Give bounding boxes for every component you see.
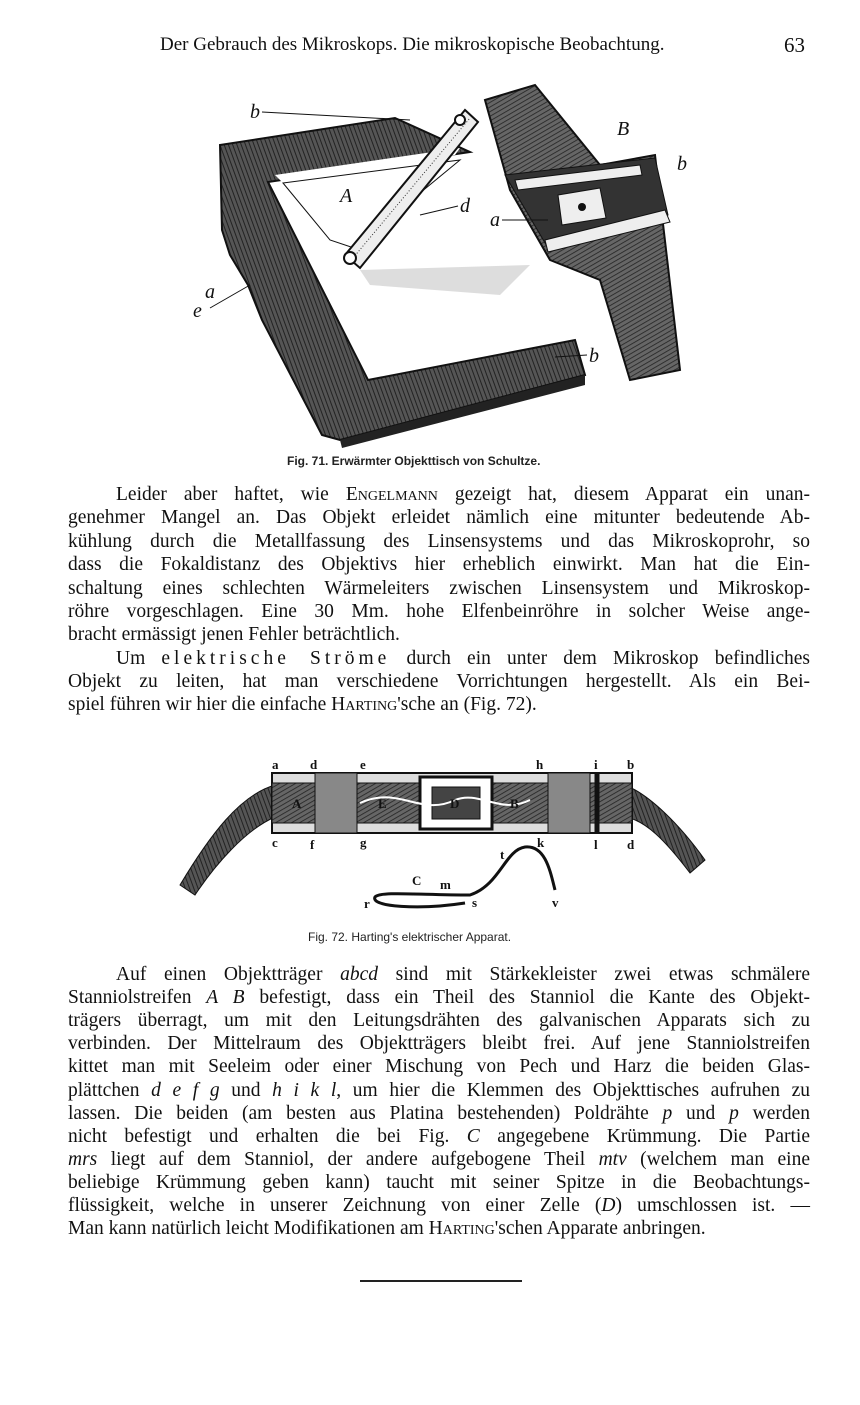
- text-line: [68, 693, 810, 716]
- text-run: befestigt, dass ein Theil des Stanniol die Kante des Objekt-: [244, 987, 810, 1009]
- running-title: Der Gebrauch des Mikroskops. Die mikroskopische Beobachtung.: [160, 34, 665, 55]
- text-line: [68, 600, 810, 623]
- text-run: sind mit Stärkekleister zwei etwas schmälere: [378, 964, 811, 985]
- italic-symbol: mrs: [68, 1148, 98, 1170]
- italic-symbol: abcd: [340, 964, 379, 985]
- author-name: Engelmann: [345, 484, 438, 505]
- text-run: beliebige Krümmung geben kann) taucht mit seiner Spitze in die Beobachtungs-: [68, 1171, 810, 1193]
- text-line: [68, 530, 810, 553]
- page-number: 63: [784, 33, 805, 57]
- svg-text:D: D: [450, 796, 460, 811]
- svg-text:d: d: [460, 195, 470, 217]
- text-line: [68, 1148, 810, 1171]
- svg-text:a: a: [490, 209, 500, 231]
- svg-text:b: b: [250, 101, 260, 123]
- text-line: [68, 1055, 810, 1078]
- end-rule: [360, 1280, 522, 1282]
- text-line: [68, 670, 810, 693]
- stage-holder-b: [485, 85, 680, 380]
- figure-72-illustration: [0, 755, 860, 915]
- text-run: spiel führen wir hier die einfache: [68, 694, 332, 716]
- svg-text:h: h: [536, 757, 544, 772]
- text-run: verbinden. Der Mittelraum des Objektträgers bleibt frei. Auf jene Stanniolstreifen: [68, 1033, 810, 1055]
- svg-text:d: d: [310, 757, 318, 772]
- text-run: kittet man mit Seeleim oder einer Mischung von Pech und Harz die beiden Glas-: [68, 1056, 810, 1078]
- text-run: schaltung eines schlechten Wärmeleiters zwischen Linsensystem und Mikroskop-: [68, 577, 810, 599]
- svg-text:t: t: [500, 847, 505, 862]
- text-run: 'schen Apparate anbringen.: [494, 1218, 706, 1240]
- svg-text:d: d: [627, 837, 635, 852]
- text-line: [116, 647, 810, 670]
- text-line: [116, 483, 810, 506]
- pole-wire-c: [364, 847, 559, 911]
- text-run: Man kann natürlich leicht Modifikationen am: [68, 1218, 429, 1240]
- text-line: [68, 577, 810, 600]
- text-run: lassen. Die beiden (am besten aus Platina bestehenden) Poldrähte: [68, 1102, 663, 1124]
- svg-text:r: r: [364, 896, 370, 911]
- text-run: kühlung durch die Metallfassung des Linsensystems und das Mikroskoprohr, so: [68, 530, 810, 552]
- text-line: [68, 1102, 810, 1125]
- figure-72-top-labels: [272, 757, 634, 772]
- text-run: dass die Fokaldistanz des Objektivs hier erheblich einwirkt. Man hat die Ein-: [68, 554, 810, 576]
- text-run: und: [219, 1079, 273, 1101]
- svg-text:e: e: [360, 757, 366, 772]
- italic-symbol: p: [729, 1102, 739, 1124]
- text-run: Stanniolstreifen: [68, 987, 207, 1009]
- text-line: [68, 986, 810, 1009]
- text-run: gezeigt hat, diesem Apparat ein unan-: [437, 484, 811, 505]
- svg-text:E: E: [378, 796, 387, 811]
- text-line: [68, 1009, 810, 1032]
- svg-text:s: s: [472, 895, 478, 910]
- text-run: liegt auf dem Stanniol, der andere aufgebogene Theil: [97, 1148, 599, 1170]
- svg-text:f: f: [310, 837, 315, 852]
- text-run: , um hier die Klemmen des Objekttisches aufruhen zu: [336, 1079, 811, 1101]
- svg-text:l: l: [594, 837, 598, 852]
- svg-text:g: g: [360, 835, 367, 850]
- text-line: [68, 1032, 810, 1055]
- svg-text:B: B: [617, 118, 630, 140]
- italic-symbol: D: [601, 1195, 616, 1216]
- svg-text:a: a: [205, 281, 215, 303]
- italic-symbol: d e f g: [151, 1079, 220, 1101]
- svg-text:i: i: [594, 757, 598, 772]
- text-run: nicht befestigt und erhalten die bei Fig.: [68, 1125, 467, 1147]
- text-run: und: [672, 1102, 730, 1124]
- text-line: [68, 1217, 810, 1240]
- text-line: [68, 1194, 810, 1217]
- figure-72-bottom-labels: [272, 835, 635, 852]
- text-run: röhre vorgeschlagen. Eine 30 Mm. hohe Elfenbeinröhre in solcher Weise ange-: [68, 601, 810, 622]
- text-line: [68, 553, 810, 576]
- figure-71-caption: Fig. 71. Erwärmter Objekttisch von Schultze.: [287, 454, 541, 468]
- text-line: [68, 623, 810, 646]
- svg-text:k: k: [537, 835, 545, 850]
- text-run: elektrische Ströme: [161, 648, 391, 669]
- text-run: werden: [738, 1102, 811, 1124]
- figure-72-caption: Fig. 72. Harting's elektrischer Apparat.: [308, 930, 512, 944]
- text-run: Leider aber haftet, wie: [116, 484, 346, 505]
- author-name: Harting: [428, 1218, 495, 1240]
- svg-text:b: b: [589, 345, 599, 367]
- italic-symbol: C: [466, 1125, 480, 1147]
- svg-text:B: B: [510, 796, 519, 811]
- svg-text:b: b: [677, 153, 687, 175]
- text-line: [68, 506, 810, 529]
- svg-text:v: v: [552, 895, 559, 910]
- svg-text:e: e: [193, 300, 202, 322]
- text-line: [68, 1171, 810, 1194]
- text-run: Auf einen Objektträger: [116, 964, 341, 985]
- text-run: durch ein unter dem Mikroskop befindliches: [390, 648, 810, 669]
- text-run: Objekt zu leiten, hat man verschiedene Vorrichtungen hergestellt. Als ein Bei-: [68, 671, 810, 693]
- text-run: Um: [116, 648, 162, 669]
- svg-text:A: A: [340, 185, 353, 207]
- italic-symbol: h i k l: [272, 1079, 337, 1101]
- text-run: trägers überragt, um mit den Leitungsdrähten des galvanischen Apparats sich zu: [68, 1010, 810, 1032]
- text-run: angegebene Krümmung. Die Partie: [479, 1125, 810, 1147]
- svg-text:b: b: [627, 757, 635, 772]
- text-line: [68, 1079, 810, 1102]
- text-run: genehmer Mangel an. Das Objekt erleidet nämlich eine mitunter bedeutende Ab-: [68, 507, 810, 529]
- text-run: (welchem man eine: [626, 1148, 811, 1170]
- text-line: [116, 963, 810, 986]
- svg-text:a: a: [272, 757, 279, 772]
- italic-symbol: p: [662, 1102, 673, 1124]
- svg-text:c: c: [272, 835, 278, 850]
- svg-text:m: m: [440, 877, 451, 892]
- text-run: bracht ermässigt jenen Fehler beträchtlich.: [68, 624, 400, 646]
- author-name: Harting: [331, 694, 398, 716]
- italic-symbol: A B: [206, 987, 245, 1009]
- text-run: plättchen: [68, 1079, 152, 1101]
- text-run: 'sche an (Fig. 72).: [397, 694, 537, 716]
- italic-symbol: mtv: [598, 1148, 627, 1170]
- text-run: flüssigkeit, welche in unserer Zeichnung von einer Zelle (: [68, 1195, 602, 1216]
- text-run: ) umschlossen ist. —: [615, 1195, 810, 1216]
- text-line: [68, 1125, 810, 1148]
- svg-text:C: C: [412, 873, 422, 888]
- svg-text:A: A: [292, 796, 302, 811]
